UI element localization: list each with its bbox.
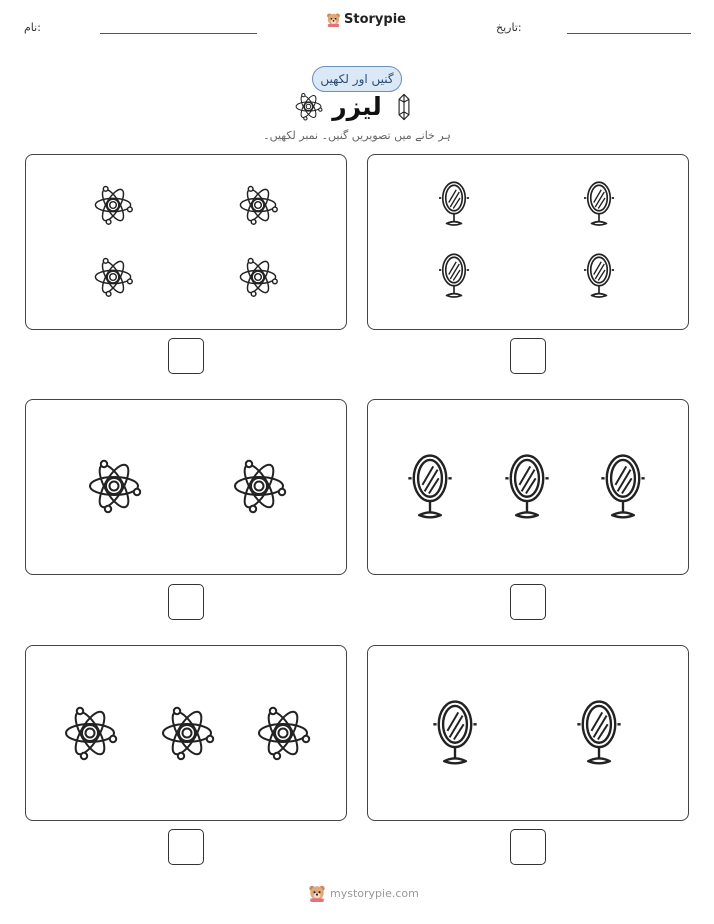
bear-icon (308, 884, 326, 902)
atom-icon (229, 456, 289, 516)
atom-icon (91, 255, 135, 299)
mirror-icon (436, 179, 472, 229)
page-title: لیزر (332, 92, 382, 121)
mirror-icon (501, 452, 553, 522)
atom-icon (253, 703, 313, 763)
mirror-icon (581, 251, 617, 301)
mirror-icon (429, 698, 481, 768)
atom-icon (236, 183, 280, 227)
answer-box-3[interactable] (510, 584, 546, 620)
count-panel-2 (25, 154, 347, 330)
count-panel-3 (367, 399, 689, 575)
name-line[interactable] (100, 33, 257, 34)
mirror-icon (573, 698, 625, 768)
instruction-text: ہر خانے میں تصویریں گنیں۔ نمبر لکھیں۔ (263, 129, 451, 142)
date-line[interactable] (567, 33, 691, 34)
crystal-icon (397, 92, 411, 122)
atom-icon (84, 456, 144, 516)
atom-icon (91, 183, 135, 227)
mirror-icon (581, 179, 617, 229)
name-label: نام: (24, 21, 41, 34)
count-panel-1 (367, 154, 689, 330)
count-panel-6 (25, 645, 347, 821)
answer-box-4[interactable] (168, 584, 204, 620)
answer-box-6[interactable] (168, 829, 204, 865)
atom-icon (236, 255, 280, 299)
mirror-icon (404, 452, 456, 522)
bear-icon (326, 12, 341, 27)
brand-name: Storypie (344, 12, 406, 27)
brand-logo (326, 12, 406, 27)
date-label: تاریخ: (496, 21, 522, 34)
footer-site[interactable]: mystorypie.com (330, 886, 419, 900)
atom-icon (60, 703, 120, 763)
mirror-icon (597, 452, 649, 522)
atom-icon (157, 703, 217, 763)
count-panel-4 (25, 399, 347, 575)
count-panel-5 (367, 645, 689, 821)
footer (308, 884, 419, 902)
answer-box-2[interactable] (168, 338, 204, 374)
mirror-icon (436, 251, 472, 301)
worksheet-badge: گنیں اور لکھیں (312, 66, 402, 92)
answer-box-5[interactable] (510, 829, 546, 865)
answer-box-1[interactable] (510, 338, 546, 374)
